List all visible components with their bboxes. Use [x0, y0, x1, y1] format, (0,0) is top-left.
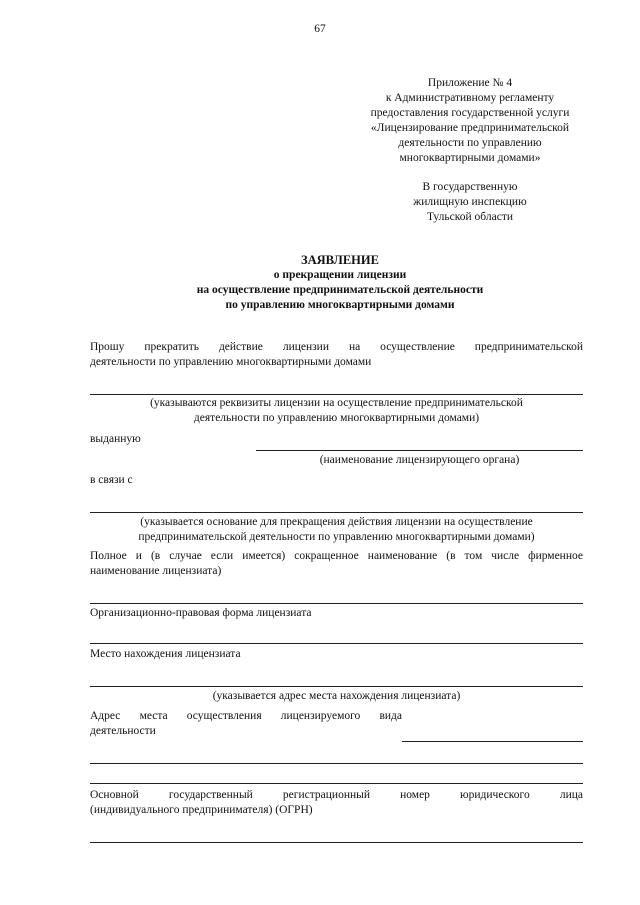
fullname-line1: Полное и (в случае если имеется) сокращенное наименование (в том числе фирменное [90, 550, 583, 562]
license-hint2: деятельности по управлению многоквартирными домами) [193, 412, 480, 424]
ogrn-field[interactable] [90, 842, 583, 843]
issuer-field[interactable] [256, 450, 583, 451]
reason-hint2: предпринимательской деятельности по управлению многоквартирными домами) [138, 531, 535, 543]
appendix-block [340, 76, 600, 166]
appendix-line: «Лицензирование предпринимательской [370, 122, 570, 134]
ogrn-line2: (индивидуального предпринимателя) (ОГРН) [90, 804, 313, 816]
appendix-line: деятельности по управлению [398, 137, 542, 149]
title-sub: о прекращении лицензии [273, 269, 407, 281]
reason-label: в связи с [90, 474, 133, 486]
appendix-line: предоставления государственной услуги [370, 107, 570, 119]
location-field[interactable] [90, 686, 583, 687]
request-line1: Прошу прекратить действие лицензии на осуществление предпринимательской [90, 341, 583, 353]
title-sub: по управлению многоквартирными домами [225, 299, 455, 311]
appendix-line: Приложение № 4 [427, 77, 513, 89]
org-form-field[interactable] [90, 643, 583, 644]
reason-hint1: (указывается основание для прекращения действия лицензии на осуществление [140, 516, 533, 528]
title-main: ЗАЯВЛЕНИЕ [301, 253, 379, 267]
addressee-line: В государственную [422, 181, 518, 193]
location-label: Место нахождения лицензиата [90, 648, 241, 660]
addressee-line: жилищную инспекцию [413, 196, 527, 208]
reason-field[interactable] [90, 512, 583, 513]
activity-address-field[interactable] [402, 741, 583, 742]
fullname-line2: наименование лицензиата) [90, 565, 222, 577]
addressee-block [380, 180, 560, 225]
org-form-label: Организационно-правовая форма лицензиата [90, 607, 312, 619]
activity-address-line1: Адрес места осуществления лицензируемого вида [90, 710, 402, 722]
activity-address-line2: деятельности [90, 725, 156, 737]
appendix-line: к Административному регламенту [385, 92, 555, 104]
issuer-hint: (наименование лицензирующего органа) [319, 454, 520, 466]
addressee-line: Тульской области [426, 211, 513, 223]
document-title [90, 253, 590, 313]
ogrn-line1: Основной государственный регистрационный номер юридического лица [90, 789, 583, 801]
appendix-line: многоквартирными домами» [399, 152, 541, 164]
location-hint: (указывается адрес места нахождения лицензиата) [212, 690, 461, 702]
license-details-field[interactable] [90, 394, 583, 395]
activity-address-field-2[interactable] [90, 763, 583, 764]
license-hint1: (указываются реквизиты лицензии на осуществление предпринимательской [150, 397, 523, 409]
request-line2: деятельности по управлению многоквартирными домами [90, 356, 372, 368]
issued-label: выданную [90, 433, 141, 445]
page-number: 67 [314, 23, 326, 35]
title-sub: на осуществление предпринимательской деятельности [196, 284, 484, 296]
activity-address-field-3[interactable] [90, 783, 583, 784]
fullname-field[interactable] [90, 603, 583, 604]
